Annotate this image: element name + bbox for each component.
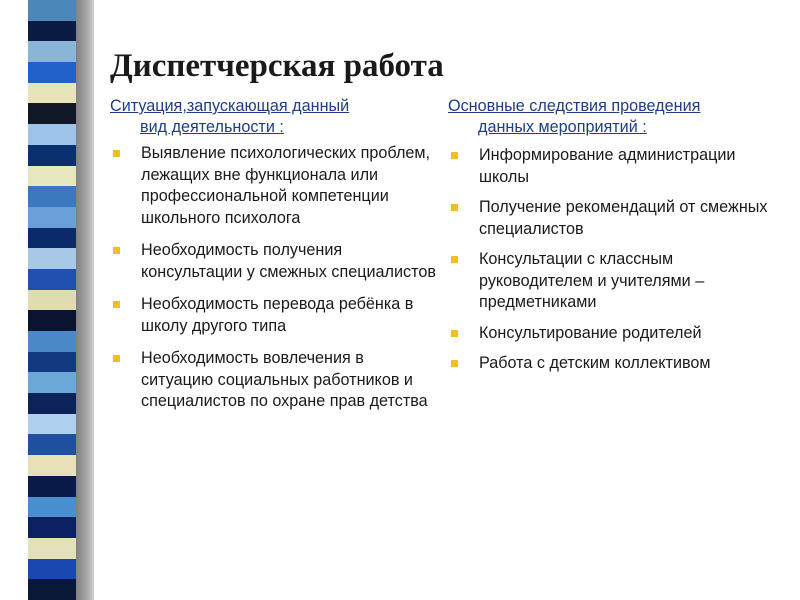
right-list-item	[448, 145, 784, 188]
decorative-stripe	[28, 290, 76, 311]
left-list-item-text: Выявление психологических проблем, лежащих вне функционала или профессиональной компетенции школьного психолога	[141, 144, 431, 227]
left-list-item-text: Необходимость вовлечения в ситуацию социальных работников и специалистов по охране прав детства	[141, 349, 428, 410]
decorative-stripe	[28, 269, 76, 290]
right-list-item-text: Консультирование родителей	[479, 323, 702, 342]
left-column	[110, 96, 440, 413]
square-bullet-icon	[451, 152, 458, 159]
left-bullet-list	[110, 143, 440, 413]
left-heading-line1: Ситуация,запускающая данный	[110, 97, 350, 115]
decorative-stripe	[28, 62, 76, 83]
decorative-stripe	[28, 455, 76, 476]
decorative-stripe	[28, 434, 76, 455]
decorative-stripe	[28, 83, 76, 104]
decorative-stripe	[28, 476, 76, 497]
left-heading-line2: вид деятельности :	[140, 117, 284, 136]
decorative-stripe-bar	[28, 0, 76, 600]
slide-title: Диспетчерская работа	[110, 48, 444, 84]
left-column-heading	[110, 96, 440, 137]
decorative-stripe	[28, 310, 76, 331]
square-bullet-icon	[113, 247, 120, 254]
decorative-stripe	[28, 517, 76, 538]
decorative-stripe	[28, 352, 76, 373]
decorative-stripe	[28, 228, 76, 249]
decorative-stripe	[28, 186, 76, 207]
decorative-stripe	[28, 145, 76, 166]
decorative-stripe	[28, 538, 76, 559]
right-list-item-text: Получение рекомендаций от смежных специалистов	[479, 198, 768, 238]
left-list-item	[110, 143, 440, 229]
right-list-item	[448, 197, 784, 240]
right-column-heading	[448, 96, 784, 137]
square-bullet-icon	[451, 360, 458, 367]
square-bullet-icon	[113, 150, 120, 157]
decorative-stripe	[28, 0, 76, 21]
right-bullet-list	[448, 145, 784, 375]
decorative-stripe	[28, 207, 76, 228]
square-bullet-icon	[113, 301, 120, 308]
right-heading-line2: данных мероприятий :	[478, 117, 647, 136]
right-list-item-text: Работа с детским коллективом	[479, 354, 711, 372]
square-bullet-icon	[113, 355, 120, 362]
right-heading-line1: Основные следствия проведения	[448, 97, 701, 115]
right-list-item	[448, 323, 784, 345]
decorative-stripe	[28, 41, 76, 62]
left-list-item-text: Необходимость получения консультации у смежных специалистов	[141, 241, 436, 281]
decorative-stripe	[28, 414, 76, 435]
left-list-item	[110, 294, 440, 337]
right-list-item	[448, 249, 784, 314]
left-list-item	[110, 348, 440, 413]
decorative-stripe	[28, 393, 76, 414]
decorative-stripe	[28, 331, 76, 352]
right-list-item-text: Информирование администрации школы	[479, 146, 736, 186]
decorative-stripe	[28, 248, 76, 269]
decorative-stripe	[28, 166, 76, 187]
decorative-stripe	[28, 21, 76, 42]
right-list-item-text: Консультации с классным руководителем и учителями – предметниками	[479, 250, 705, 311]
decorative-stripe	[28, 124, 76, 145]
decorative-stripe	[28, 497, 76, 518]
left-list-item	[110, 240, 440, 283]
decorative-stripe	[28, 103, 76, 124]
decorative-stripe	[28, 559, 76, 580]
right-list-item	[448, 353, 784, 375]
decorative-stripe	[28, 372, 76, 393]
square-bullet-icon	[451, 204, 458, 211]
square-bullet-icon	[451, 256, 458, 263]
left-list-item-text: Необходимость перевода ребёнка в школу другого типа	[141, 295, 414, 335]
square-bullet-icon	[451, 330, 458, 337]
right-column	[448, 96, 784, 375]
decorative-stripe	[28, 579, 76, 600]
decorative-gray-band	[76, 0, 94, 600]
